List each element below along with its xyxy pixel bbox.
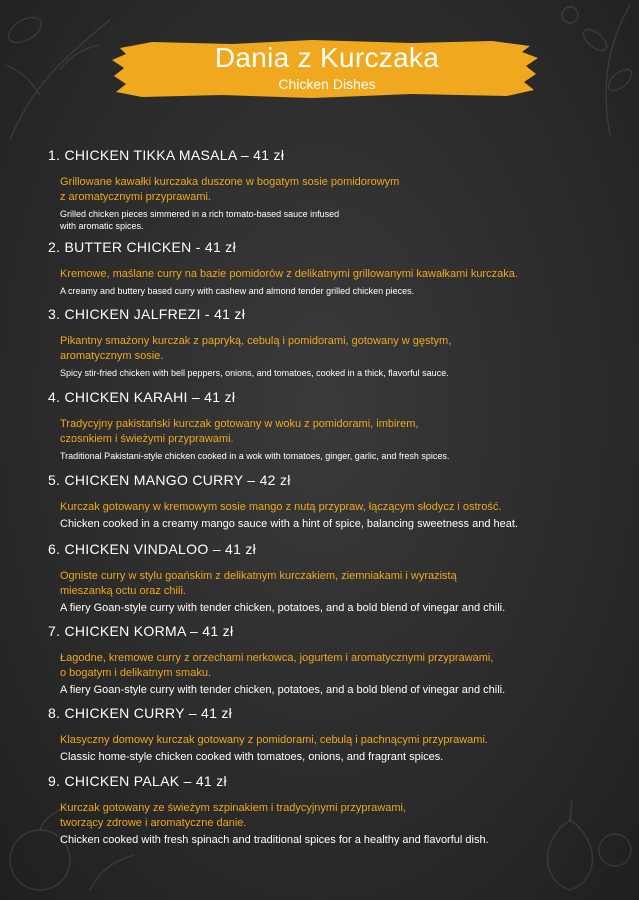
dish-name: 8. CHICKEN CURRY – 41 zł xyxy=(48,705,233,721)
menu-item xyxy=(48,239,608,297)
page-title: Dania z Kurczaka xyxy=(214,42,440,73)
menu-item xyxy=(48,147,608,232)
dish-description-en: Spicy stir-fried chicken with bell peppers, onions, and tomatoes, cooked in a thick, flavorful sauce. xyxy=(60,368,449,378)
dish-description-pl: Kurczak gotowany w kremowym sosie mango z nutą przypraw, łączącym słodycz i ostrość. xyxy=(60,501,502,513)
dish-description-pl: Kremowe, maślane curry na bazie pomidorów z delikatnymi grillowanymi kawałkami kurczaka. xyxy=(60,268,518,280)
dish-description-pl: Ogniste curry w stylu goańskim z delikatnym kurczakiem, ziemniakami i wyrazistą mieszanką octu oraz chili. xyxy=(60,570,457,597)
dish-name: 1. CHICKEN TIKKA MASALA – 41 zł xyxy=(48,147,285,163)
dish-description-pl: Łagodne, kremowe curry z orzechami nerkowca, jogurtem i aromatycznymi przyprawami, o bogatym i delikatnym smaku. xyxy=(60,652,494,679)
dish-description-en: Chicken cooked with fresh spinach and traditional spices for a healthy and flavorful dish. xyxy=(60,834,489,846)
menu-item xyxy=(48,306,608,379)
dish-name: 6. CHICKEN VINDALOO – 41 zł xyxy=(48,541,257,557)
dish-description-pl: Pikantny smażony kurczak z papryką, cebulą i pomidorami, gotowany w gęstym, aromatycznym sosie. xyxy=(60,335,452,362)
dish-description-pl: Klasyczny domowy kurczak gotowany z pomidorami, cebulą i pachnącymi przyprawami. xyxy=(60,734,488,746)
decorative-leaf-icon xyxy=(0,0,120,150)
dish-description-pl: Kurczak gotowany ze świeżym szpinakiem i tradycyjnymi przyprawami, tworzący zdrowe i aromatyczne danie. xyxy=(60,802,406,829)
dish-name: 5. CHICKEN MANGO CURRY – 42 zł xyxy=(48,472,291,488)
decorative-herb-icon xyxy=(540,0,639,140)
menu-item xyxy=(48,472,608,531)
dish-name: 2. BUTTER CHICKEN - 41 zł xyxy=(48,239,236,255)
dish-name: 3. CHICKEN JALFREZI - 41 zł xyxy=(48,306,246,322)
dish-description-en: Chicken cooked in a creamy mango sauce with a hint of spice, balancing sweetness and heat. xyxy=(60,518,518,530)
header-banner xyxy=(112,38,542,100)
dish-name: 9. CHICKEN PALAK – 41 zł xyxy=(48,773,227,789)
page-subtitle: Chicken Dishes xyxy=(278,76,376,92)
menu-item xyxy=(48,541,608,615)
dish-description-en: A fiery Goan-style curry with tender chicken, potatoes, and a bold blend of vinegar and chili. xyxy=(60,602,506,614)
dish-description-en: A creamy and buttery based curry with cashew and almond tender grilled chicken pieces. xyxy=(60,286,415,296)
menu-item xyxy=(48,389,608,462)
dish-description-pl: Tradycyjny pakistański kurczak gotowany w woku z pomidorami, imbirem, czosnkiem i świeżymi przyprawami. xyxy=(60,418,419,445)
dish-description-en: Grilled chicken pieces simmered in a rich tomato-based sauce infused with aromatic spices. xyxy=(60,209,340,231)
menu-item xyxy=(48,623,608,697)
dish-description-en: A fiery Goan-style curry with tender chicken, potatoes, and a bold blend of vinegar and chili. xyxy=(60,684,506,696)
dish-description-pl: Grillowane kawałki kurczaka duszone w bogatym sosie pomidorowym z aromatycznymi przyprawami. xyxy=(60,176,400,203)
dish-name: 4. CHICKEN KARAHI – 41 zł xyxy=(48,389,236,405)
dish-description-en: Classic home-style chicken cooked with tomatoes, onions, and fragrant spices. xyxy=(60,751,444,763)
menu-item xyxy=(48,705,608,764)
menu-item xyxy=(48,773,608,847)
dish-description-en: Traditional Pakistani-style chicken cooked in a wok with tomatoes, ginger, garlic, and fresh spices. xyxy=(60,451,450,461)
dish-name: 7. CHICKEN KORMA – 41 zł xyxy=(48,623,234,639)
